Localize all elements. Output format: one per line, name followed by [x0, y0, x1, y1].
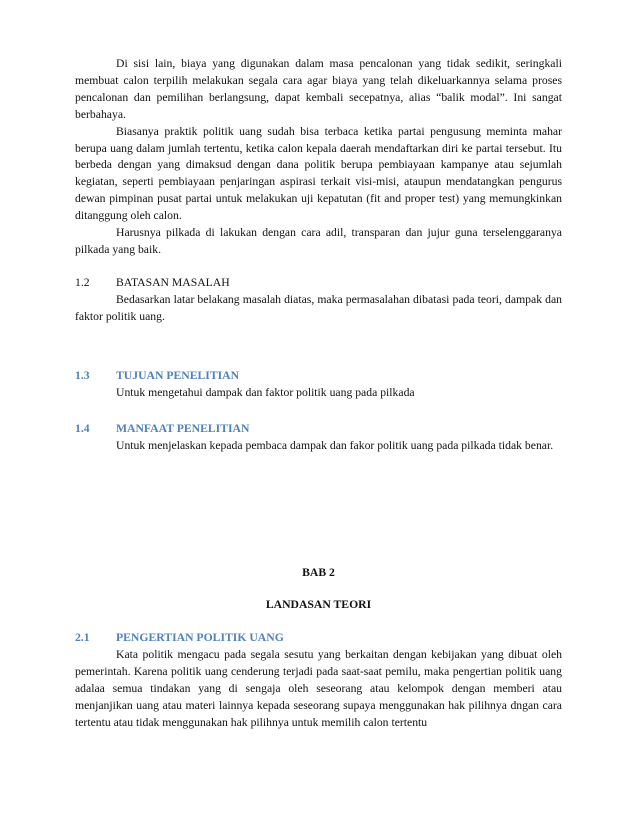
paragraph-pengertian-politik-uang: Kata politik mengacu pada segala sesutu yang berkaitan dengan kebijakan yang dibuat oleh pemerintah. Karena politik uang cenderung terjadi pada saat-saat pemilu, maka pengertian politik uang adalaa semua tindakan yang di sengaja oleh seseorang atau kelompok dengan memberi atau menjanjikan uang atau materi lainnya kepada seseorang supaya menggunakan hak pilihnya dngan cara tertentu atau tidak menggunakan hak pilihnya untuk memilih calon tertentu: [75, 647, 562, 729]
paragraph-pilkada-adil: Harusnya pilkada di lakukan dengan cara adil, transparan dan jujur guna terselenggaranya pilkada yang baik.: [75, 226, 562, 256]
paragraph-batasan-masalah: Bedasarkan latar belakang masalah diatas, maka permasalahan dibatasi pada teori, dampak dan faktor politik uang.: [75, 292, 562, 323]
paragraph-biaya-pencalonan: Di sisi lain, biaya yang digunakan dalam masa pencalonan yang tidak sedikit, seringkali membuat calon terpilih melakukan segala cara agar biaya yang telah dikeluarkannya selama proses pencalonan dan pemilihan berlangsung, dapat kembali secepatnya, alias “balik modal”. Ini sangat berbahaya.: [75, 57, 562, 121]
section-title: MANFAAT PENELITIAN: [116, 422, 250, 436]
chapter-title: LANDASAN TEORI: [265, 598, 372, 612]
section-title: BATASAN MASALAH: [116, 275, 230, 289]
section-title: PENGERTIAN POLITIK UANG: [116, 631, 284, 645]
paragraph-manfaat-penelitian: Untuk menjelaskan kepada pembaca dampak dan fakor politik uang pada pilkada tidak benar.: [116, 439, 554, 453]
section-number: 1.3: [75, 368, 90, 382]
section-heading-batasan-masalah: [75, 275, 562, 292]
section-heading-manfaat-penelitian: [75, 421, 562, 438]
chapter-label: BAB 2: [302, 566, 335, 580]
paragraph-tujuan-penelitian: Untuk mengetahui dampak dan faktor politik uang pada pilkada: [116, 385, 415, 399]
section-heading-pengertian-politik-uang: [75, 630, 562, 647]
section-title: TUJUAN PENELITIAN: [116, 368, 240, 382]
paragraph-praktik-politik-uang: Biasanya praktik politik uang sudah bisa terbaca ketika partai pengusung meminta mahar berupa uang dalam jumlah tertentu, ketika calon kepala daerah mendaftarkan diri ke partai tersebut. Itu berbeda dengan yang dimaksud dengan dana politik berupa pembiayaan kampanye atau sejumlah kegiatan, seperti pembiayaan penjaringan aspirasi terkait visi-misi, ataupun mendatangkan pengurus dewan pimpinan pusat partai untuk melakukan uji kepatutan (fit and proper test) yang memungkinkan ditanggung oleh calon.: [75, 124, 562, 223]
section-number: 1.2: [75, 275, 90, 289]
section-number: 1.4: [75, 422, 90, 436]
section-number: 2.1: [75, 631, 90, 645]
document-page: [75, 56, 562, 731]
section-heading-tujuan-penelitian: [75, 368, 562, 385]
